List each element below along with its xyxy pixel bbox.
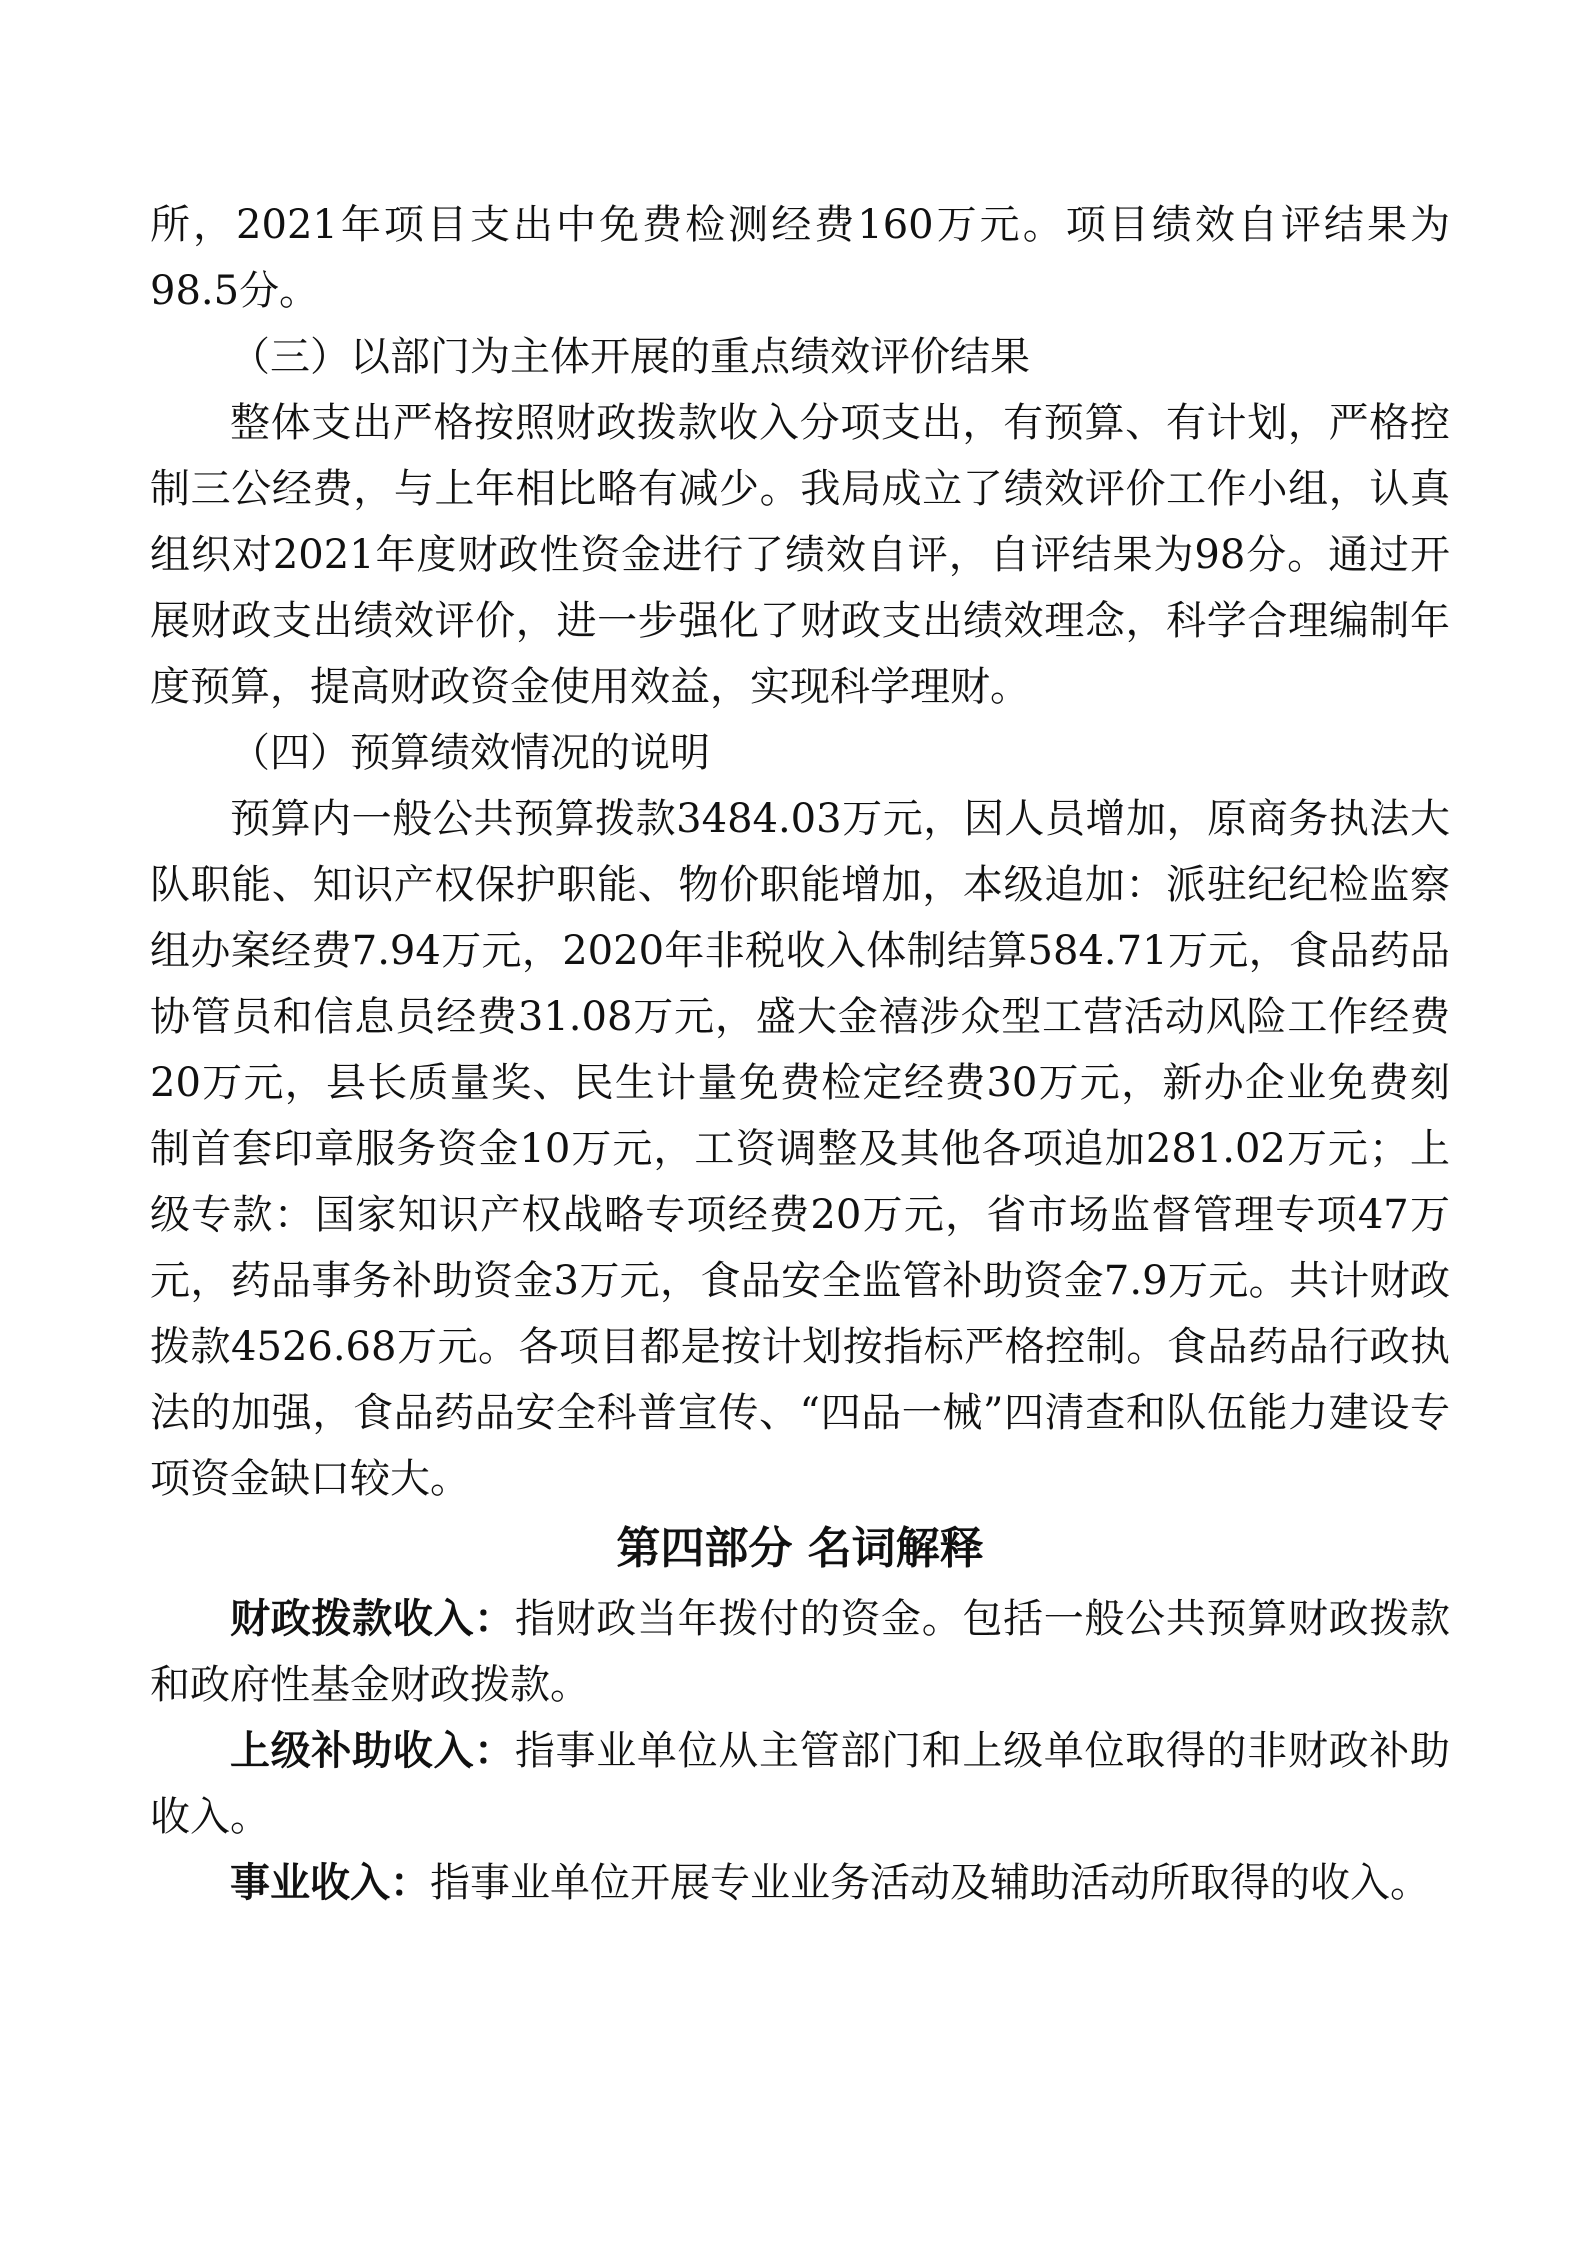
- definition-text: 指事业单位从主管部门和上级单位取得的非财政补助收入。: [150, 1728, 1450, 1840]
- paragraph-budget-explanation: 预算内一般公共预算拨款3484.03万元，因人员增加，原商务执法大队职能、知识产权保护职能、物价职能增加，本级追加：派驻纪纪检监察组办案经费7.94万元，2020年非税收入体制结算584.71万元，食品药品协管员和信息员经费31.08万元，盛大金禧涉众型工营活动风险工作经费20万元，县长质量奖、民生计量免费检定经费30万元，新办企业免费刻制首套印章服务资金10万元，工资调整及其他各项追加281.02万元；上级专款：国家知识产权战略专项经费20万元，省市场监督管理专项47万元，药品事务补助资金3万元，食品安全监管补助资金7.9万元。共计财政拨款4526.68万元。各项目都是按计划按指标严格控制。食品药品行政执法的加强，食品药品安全科普宣传、“四品一械”四清查和队伍能力建设专项资金缺口较大。: [150, 796, 1450, 1502]
- paragraph-continuation: 所，2021年项目支出中免费检测经费160万元。项目绩效自评结果为98.5分。: [150, 202, 1450, 314]
- definition-text: 指事业单位开展专业业务活动及辅助活动所取得的收入。: [430, 1860, 1430, 1906]
- paragraph-performance-evaluation: 整体支出严格按照财政拨款收入分项支出，有预算、有计划，严格控制三公经费，与上年相比略有减少。我局成立了绩效评价工作小组，认真组织对2021年度财政性资金进行了绩效自评，自评结果为98分。通过开展财政支出绩效评价，进一步强化了财政支出绩效理念，科学合理编制年度预算，提高财政资金使用效益，实现科学理财。: [150, 400, 1450, 710]
- section-heading-3: （三）以部门为主体开展的重点绩效评价结果: [230, 334, 1030, 380]
- section-heading-4: （四）预算绩效情况的说明: [230, 730, 710, 776]
- definition-term: 上级补助收入：: [230, 1728, 515, 1774]
- document-page: [150, 192, 1450, 1916]
- definition-text: 指财政当年拨付的资金。包括一般公共预算财政拨款和政府性基金财政拨款。: [150, 1596, 1450, 1708]
- part-four-title: 第四部分 名词解释: [616, 1523, 984, 1574]
- definition-fiscal-appropriation: [150, 1586, 1450, 1718]
- definition-term: 财政拨款收入：: [230, 1596, 515, 1642]
- definition-superior-subsidy: [150, 1718, 1450, 1850]
- definition-business-income: [150, 1850, 1450, 1916]
- definition-term: 事业收入：: [230, 1860, 430, 1906]
